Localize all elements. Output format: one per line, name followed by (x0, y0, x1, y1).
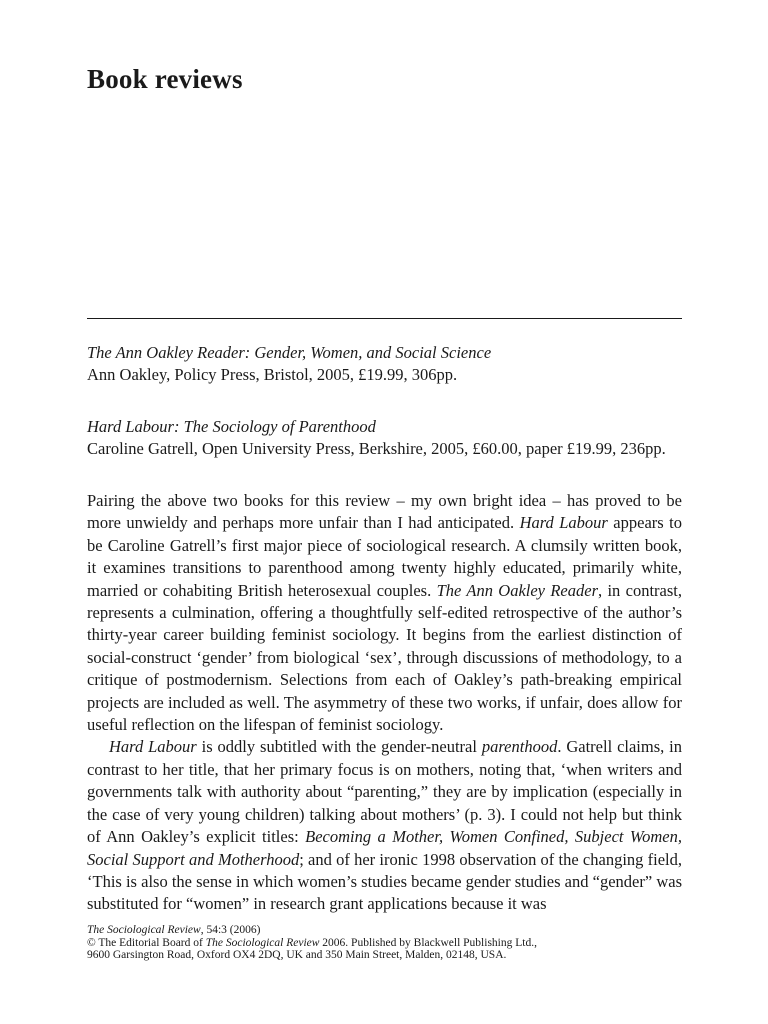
text-segment: . Gatrell claims, in contrast to her title, that her primary focus is on mothers, noting that, ‘when writers and governments talk with authority about “parenting,” they are by implication (especially in the case of very young children) talking about mothers’ (p. 3). I could not help but think of Ann Oakley’s explicit titles: (87, 737, 683, 847)
book-entry-1 (87, 342, 682, 386)
book-publication: Ann Oakley, Policy Press, Bristol, 2005, £19.99, 306pp. (87, 365, 458, 384)
text-segment: , in contrast, represents a culmination, offering a thoughtfully self-edited retrospective of the author’s thirty-year career building feminist sociology. It begins from the earliest distinction of social-construct ‘gender’ from biological ‘sex’, through discussions of methodology, to a critique of postmodernism. Selections from each of Oakley’s path-breaking empirical projects are included as well. The asymmetry of these two works, if unfair, does allow for useful reflection on the lifespan of feminist sociology. (87, 580, 682, 735)
page-footer (87, 924, 682, 962)
copyright-journal: The Sociological Review (205, 936, 320, 949)
copyright-prefix: © The Editorial Board of (87, 936, 206, 949)
journal-issue: , 54:3 (2006) (200, 924, 261, 936)
book-title-list: Becoming a Mother, Women Confined, Subject Women, Social Support and Motherhood (87, 827, 682, 869)
horizontal-rule (87, 318, 682, 319)
text-segment: appears to be Caroline Gatrell’s first major piece of sociological research. A clumsily written book, it examines transitions to parenthood among twenty highly educated, primarily white, married or cohabiting British heterosexual couples. (87, 513, 682, 600)
footer-journal-line (87, 924, 682, 937)
book-publication: Caroline Gatrell, Open University Press, Berkshire, 2005, £60.00, paper £19.99, 236pp. (87, 439, 666, 458)
book-title-ref: The Ann Oakley Reader (436, 580, 598, 600)
book-entry-2 (87, 416, 682, 460)
book-title: The Ann Oakley Reader: Gender, Women, and Social Science (87, 343, 492, 362)
text-segment: ; and of her ironic 1998 observation of the changing field, ‘This is also the sense in which women’s studies became gender studies and “gender” was substituted for “women” in research grant applications because it was (87, 849, 682, 914)
text-segment: is oddly subtitled with the gender-neutral (196, 737, 482, 757)
copyright-suffix: 2006. Published by Blackwell Publishing Ltd., (319, 936, 537, 949)
emphasis: parenthood (481, 737, 558, 757)
book-title-ref: Hard Labour (109, 737, 197, 757)
book-title: Hard Labour: The Sociology of Parenthood (87, 417, 376, 436)
text-segment: Pairing the above two books for this review – my own bright idea – has proved to be more unwieldy and perhaps more unfair than I had anticipated. (87, 491, 682, 533)
footer-copyright-line (87, 937, 682, 950)
footer-address: 9600 Garsington Road, Oxford OX4 2DQ, UK and 350 Main Street, Malden, 02148, USA. (87, 949, 507, 961)
paragraph-2 (87, 736, 682, 915)
paragraph-1 (87, 490, 682, 736)
review-body (87, 490, 682, 916)
section-title: Book reviews (87, 64, 243, 94)
journal-name: The Sociological Review (87, 924, 201, 936)
book-title-ref: Hard Labour (519, 513, 608, 533)
